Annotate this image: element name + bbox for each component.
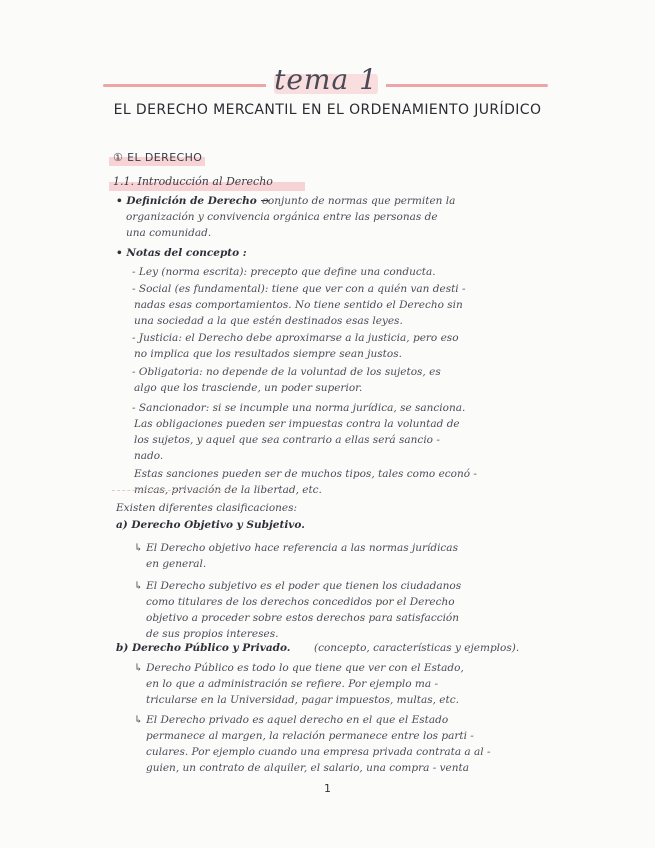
clasificacion-line: guien, un contrato de alquiler, el salario, una compra - venta <box>146 762 469 774</box>
nota-line: - Ley (norma escrita): precepto que define una conducta. <box>132 266 436 278</box>
page-number: 1 <box>324 782 331 795</box>
page-title: EL DERECHO MERCANTIL EN EL ORDENAMIENTO JURÍDICO <box>113 102 542 118</box>
nota-line: no implica que los resultados siempre sean justos. <box>134 348 402 360</box>
nota-line: algo que los trasciende, un poder superior. <box>134 382 363 394</box>
nota-line: nadas esas comportamientos. No tiene sentido el Derecho sin <box>134 299 463 311</box>
nota-line: - Obligatoria: no depende de la voluntad de los sujetos, es <box>132 366 441 378</box>
nota-line: Estas sanciones pueden ser de muchos tipos, tales como econó - <box>134 468 477 480</box>
clasificacion-line: permanece al margen, la relación permanece entre los parti - <box>146 730 474 742</box>
divider <box>112 490 237 492</box>
clasificacion-line: ↳ El Derecho objetivo hace referencia a las normas jurídicas <box>134 542 458 554</box>
title-banner <box>0 58 655 106</box>
clasificacion-b-note: (concepto, características y ejemplos). <box>314 642 520 654</box>
clasificacion-b-heading: b) Derecho Público y Privado. <box>116 642 291 654</box>
clasificacion-line: objetivo a proceder sobre estos derechos para satisfacción <box>146 612 460 624</box>
section-heading: ① EL DERECHO <box>113 151 202 164</box>
nota-line: nado. <box>134 450 164 462</box>
nota-line: - Sancionador: si se incumple una norma jurídica, se sanciona. <box>132 402 466 414</box>
tema-label <box>266 62 386 98</box>
clasificacion-line: culares. Por ejemplo cuando una empresa privada contrata a al - <box>146 746 491 758</box>
nota-line: los sujetos, y aquel que sea contrario a ellas será sancio - <box>134 434 440 446</box>
clasificacion-line: ↳ El Derecho privado es aquel derecho en el que el Estado <box>134 714 449 726</box>
nota-line: micas, privación de la libertad, etc. <box>134 484 322 496</box>
clasificacion-line: ↳ Derecho Público es todo lo que tiene que ver con el Estado, <box>134 662 464 674</box>
definicion-line: organización y convivencia orgánica entre las personas de <box>126 211 438 223</box>
clasificaciones-intro: Existen diferentes clasificaciones: <box>116 502 298 514</box>
nota-line: - Social (es fundamental): tiene que ver con a quién van desti - <box>132 283 466 295</box>
clasificacion-line: de sus propios intereses. <box>146 628 279 640</box>
nota-line: - Justicia: el Derecho debe aproximarse a la justicia, pero eso <box>132 332 459 344</box>
nota-line: una sociedad a la que estén destinados esas leyes. <box>134 315 403 327</box>
clasificacion-line: en lo que a administración se refiere. Por ejemplo ma - <box>146 678 439 690</box>
definicion-line: una comunidad. <box>126 227 212 239</box>
definicion-line: conjunto de normas que permiten la <box>262 195 456 207</box>
clasificacion-line: tricularse en la Universidad, pagar impuestos, multas, etc. <box>146 694 459 706</box>
subsection-heading: 1.1. Introducción al Derecho <box>113 175 273 188</box>
notas-heading: • Notas del concepto : <box>116 247 247 259</box>
definicion-label: • Definición de Derecho → <box>116 195 270 207</box>
nota-line: Las obligaciones pueden ser impuestas contra la voluntad de <box>134 418 460 430</box>
clasificacion-line: ↳ El Derecho subjetivo es el poder que tienen los ciudadanos <box>134 580 462 592</box>
clasificacion-a-heading: a) Derecho Objetivo y Subjetivo. <box>116 519 305 531</box>
clasificacion-line: como titulares de los derechos concedidos por el Derecho <box>146 596 455 608</box>
tema-text: tema 1 <box>274 63 378 96</box>
clasificacion-line: en general. <box>146 558 207 570</box>
